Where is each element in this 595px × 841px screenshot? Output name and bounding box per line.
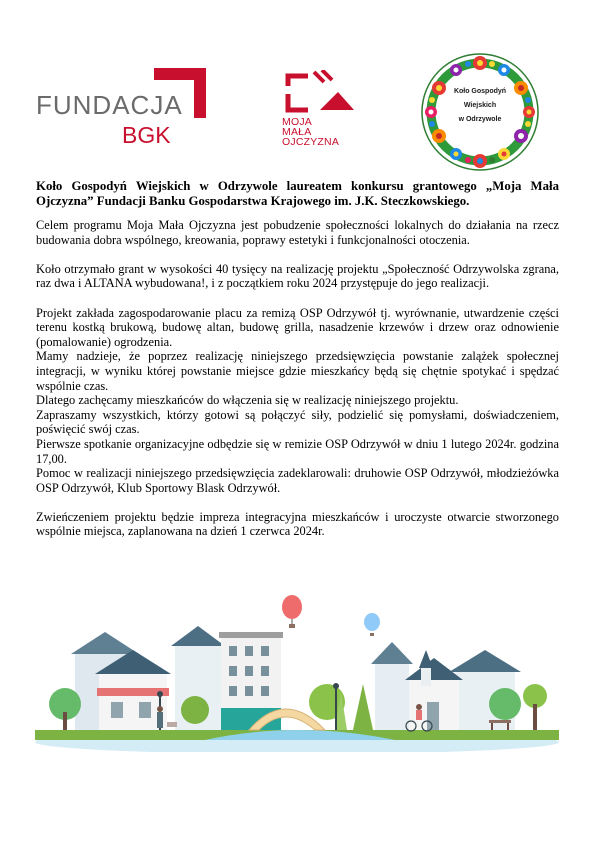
moja-mala-ojczyzna-logo <box>280 70 370 156</box>
paragraph-support: Pomoc w realizacji niniejszego przedsięwzięcia zadeklarowali: druhowie OSP Odrzywół, młodzieżówka OSP Odrzywół, Klub Sportowy Blask Odrzywół. <box>36 466 559 495</box>
bgk-logo-line2: BGK <box>122 122 171 148</box>
mmo-line2: MAŁA <box>282 126 312 138</box>
kgw-line2: Wiejskich <box>463 102 497 109</box>
headline: Koło Gospodyń Wiejskich w Odrzywole laureatem konkursu grantowego „Moja Mała Ojczyzna” Fundacji Banku Gospodarstwa Krajowego im. J.K. Steczkowskiego. <box>36 179 559 208</box>
bgk-logo-line1: FUNDACJA <box>36 90 183 120</box>
town-park-illustration <box>35 592 559 752</box>
kgw-line1: Koło Gospodyń <box>453 88 507 95</box>
document-body <box>36 179 559 539</box>
mmo-mark-icon <box>280 70 356 114</box>
hot-air-balloon-icon <box>364 613 380 636</box>
kgw-line3: w Odrzywole <box>458 116 502 123</box>
kgw-seal-text <box>448 85 512 127</box>
paragraph-encourage: Dlatego zachęcamy mieszkańców do włączenia się w realizację niniejszego projektu. <box>36 393 459 408</box>
paragraph-hope: Mamy nadzieje, że poprzez realizację niniejszego przedsięwzięcia powstanie zalążek społecznej integracji, w wyniku której powstanie miejsce gdzie mieszkańcy będą się chętnie spotykać i spędzać wspólnie czas. <box>36 349 559 393</box>
paragraph-invitation: Zapraszamy wszystkich, którzy gotowi są połączyć siły, podzielić się pomysłami, doświadczeniem, poświęcić swój czas. <box>36 407 559 437</box>
kgw-seal-logo <box>420 52 540 172</box>
mmo-line1: MOJA <box>282 116 312 128</box>
paragraph-finale: Zwieńczeniem projektu będzie impreza integracyjna mieszkańców i uroczyste otwarcie stworzonego wspólnie miejsca, zaplanowana na dzień 1 czerwca 2024r. <box>36 509 559 539</box>
fundacja-bgk-logo <box>36 68 211 148</box>
paragraph-program-goal: Celem programu Moja Mała Ojczyzna jest pobudzenie społeczności lokalnych do działania na rzecz budowania dobra wspólnego, kreowania, poprawy estetyki i funkcjonalności otoczenia. <box>36 218 559 247</box>
logo-row <box>0 0 595 170</box>
mmo-line3: OJCZYZNA <box>282 136 340 148</box>
hot-air-balloon-icon <box>282 595 302 628</box>
mmo-wordmark <box>282 117 339 147</box>
paragraph-grant: Koło otrzymało grant w wysokości 40 tysięcy na realizację projektu „Społeczność Odrzywolska zgrana, raz dwa i ALTANA wybudowana!, i z początkiem roku 2024 przystępuje do jego realizacji. <box>36 261 559 291</box>
paragraph-first-meeting: Pierwsze spotkanie organizacyjne odbędzie się w remizie OSP Odrzywół w dniu 1 lutego 2024r. godzina 17,00. <box>36 436 559 466</box>
paragraph-project-scope: Projekt zakłada zagospodarowanie placu za remizą OSP Odrzywół tj. wyrównanie, utwardzenie części terenu kostką brukową, budowę altan, budowę grilla, nasadzenie krzewów i drzew oraz odnowienie (pomalowanie) ogrodzenia. <box>36 305 559 349</box>
